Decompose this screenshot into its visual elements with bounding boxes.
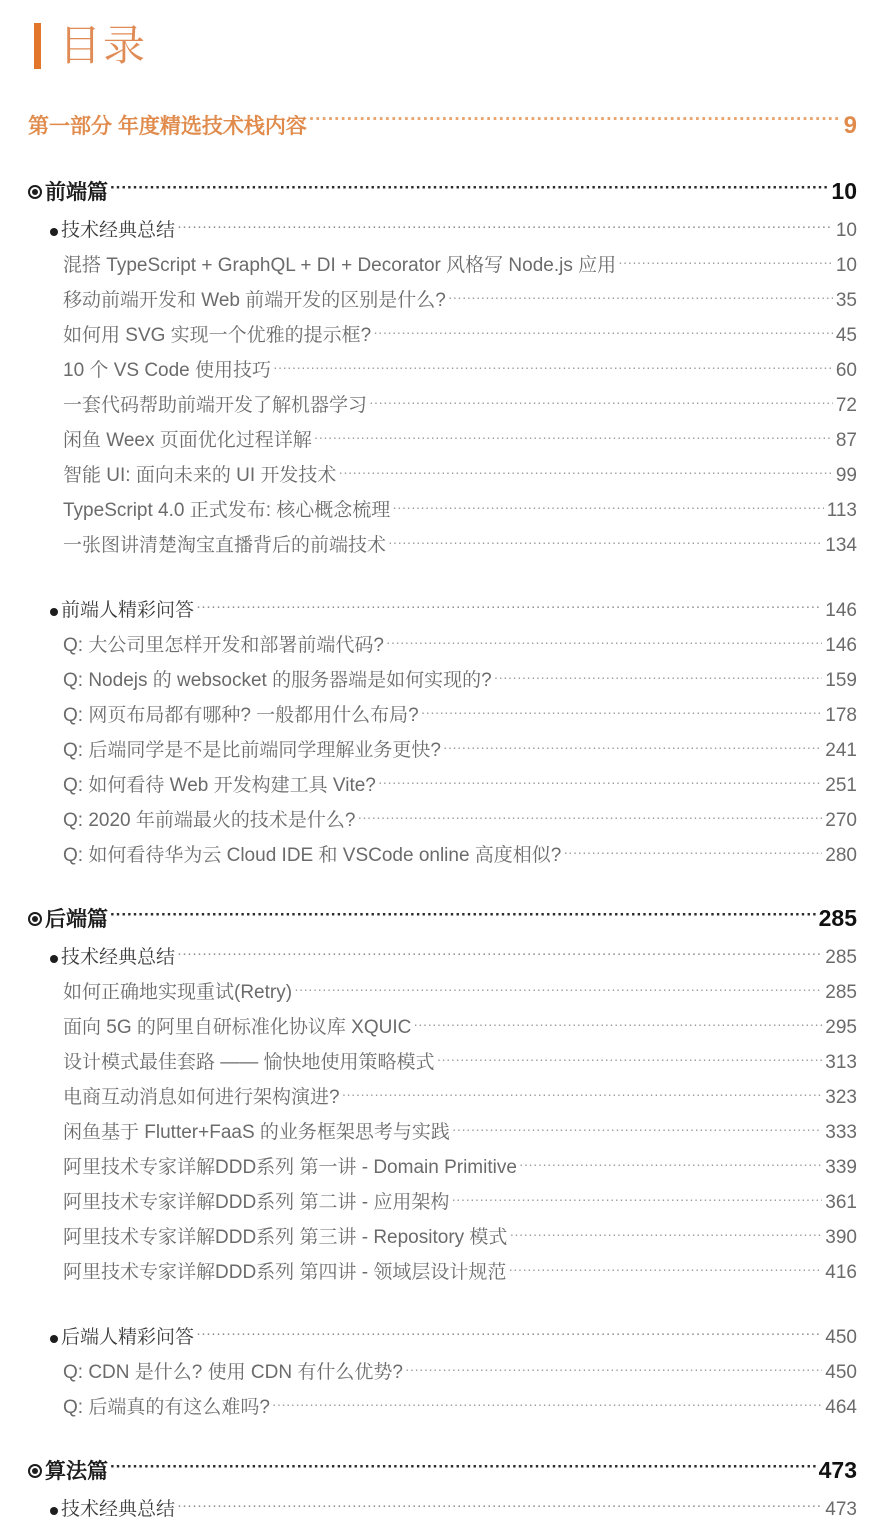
dot-bullet-icon xyxy=(50,955,58,963)
toc-entry-page: 333 xyxy=(825,1122,857,1143)
dot-leader xyxy=(509,1229,822,1243)
toc-entry-page: 280 xyxy=(825,845,857,866)
toc-entry-page: 270 xyxy=(825,810,857,831)
toc-entry-page: 416 xyxy=(825,1262,857,1283)
dot-leader xyxy=(421,707,823,721)
toc-entry[interactable] xyxy=(28,1187,857,1214)
toc-entry[interactable] xyxy=(28,320,857,347)
dot-leader xyxy=(272,1399,822,1413)
dot-leader xyxy=(451,1194,822,1208)
toc-entry-page: 251 xyxy=(825,775,857,796)
toc-section-algorithm[interactable] xyxy=(28,1455,857,1485)
toc-entry-page: 323 xyxy=(825,1087,857,1108)
toc-list xyxy=(0,110,879,1521)
toc-entry-title: 阿里技术专家详解DDD系列 第一讲 - Domain Primitive xyxy=(63,1157,517,1178)
toc-entry[interactable] xyxy=(28,530,857,557)
dot-leader xyxy=(110,909,816,926)
toc-entry-page: 159 xyxy=(825,670,857,691)
toc-entry-title: Q: CDN 是什么? 使用 CDN 有什么优势? xyxy=(63,1362,403,1383)
toc-entry-title: 闲鱼基于 Flutter+FaaS 的业务框架思考与实践 xyxy=(63,1122,450,1143)
toc-entry-title: Q: 大公司里怎样开发和部署前端代码? xyxy=(63,635,384,656)
toc-entry-page: 313 xyxy=(825,1052,857,1073)
dot-leader xyxy=(563,847,822,861)
toc-header xyxy=(0,0,879,69)
dot-bullet-icon xyxy=(50,1507,58,1515)
toc-group-backend-summary[interactable] xyxy=(28,942,857,969)
toc-entry[interactable] xyxy=(28,285,857,312)
toc-section-label: 算法篇 xyxy=(45,1460,108,1483)
dot-leader xyxy=(309,114,841,133)
toc-entry-title: 智能 UI: 面向未来的 UI 开发技术 xyxy=(63,465,337,486)
toc-entry-title: 一张图讲清楚淘宝直播背后的前端技术 xyxy=(63,535,387,556)
toc-entry[interactable] xyxy=(28,1357,857,1384)
toc-entry-title: 面向 5G 的阿里自研标准化协议库 XQUIC xyxy=(63,1017,412,1038)
toc-entry-title: 混搭 TypeScript + GraphQL + DI + Decorator 风格写 Node.js 应用 xyxy=(63,255,617,276)
toc-entry-page: 450 xyxy=(825,1362,857,1383)
toc-entry[interactable] xyxy=(28,460,857,487)
toc-entry-page: 87 xyxy=(835,430,857,451)
toc-entry-title: Q: 后端同学是不是比前端同学理解业务更快? xyxy=(63,740,441,761)
dot-leader xyxy=(294,984,822,998)
dot-leader xyxy=(177,221,833,236)
dot-leader xyxy=(314,432,833,446)
toc-section-backend[interactable] xyxy=(28,903,857,933)
toc-entry-page: 99 xyxy=(835,465,857,486)
toc-group-label: 技术经典总结 xyxy=(61,220,176,241)
toc-section-page: 10 xyxy=(831,178,857,204)
toc-entry[interactable] xyxy=(28,630,857,657)
toc-entry[interactable] xyxy=(28,840,857,867)
toc-group-page: 285 xyxy=(825,947,857,968)
toc-entry-title: Q: 网页布局都有哪种? 一般都用什么布局? xyxy=(63,705,419,726)
ring-bullet-icon xyxy=(28,185,42,199)
toc-entry[interactable] xyxy=(28,1082,857,1109)
toc-entry[interactable] xyxy=(28,665,857,692)
toc-group-label: 前端人精彩问答 xyxy=(61,600,195,621)
toc-entry-page: 241 xyxy=(825,740,857,761)
toc-group-page: 473 xyxy=(825,1499,857,1520)
toc-entry[interactable] xyxy=(28,805,857,832)
toc-entry[interactable] xyxy=(28,1152,857,1179)
toc-group-page: 146 xyxy=(825,600,857,621)
toc-entry-page: 146 xyxy=(825,635,857,656)
toc-entry-title: Q: 2020 年前端最火的技术是什么? xyxy=(63,810,356,831)
toc-entry-page: 390 xyxy=(825,1227,857,1248)
toc-group-frontend-summary[interactable] xyxy=(28,215,857,242)
ring-bullet-icon xyxy=(28,912,42,926)
dot-leader xyxy=(177,1500,822,1515)
toc-entry-page: 134 xyxy=(825,535,857,556)
dot-leader xyxy=(110,1461,816,1478)
toc-entry-page: 464 xyxy=(825,1397,857,1418)
toc-entry[interactable] xyxy=(28,1047,857,1074)
toc-entry-title: 电商互动消息如何进行架构演进? xyxy=(63,1087,340,1108)
toc-entry[interactable] xyxy=(28,425,857,452)
toc-entry-title: Q: 如何看待 Web 开发构建工具 Vite? xyxy=(63,775,376,796)
page-title: 目录 xyxy=(59,22,148,69)
toc-entry-title: 阿里技术专家详解DDD系列 第二讲 - 应用架构 xyxy=(63,1192,450,1213)
toc-entry-page: 295 xyxy=(825,1017,857,1038)
toc-entry-title: Q: Nodejs 的 websocket 的服务器端是如何实现的? xyxy=(63,670,492,691)
toc-group-label: 后端人精彩问答 xyxy=(61,1327,195,1348)
toc-entry-page: 35 xyxy=(835,290,857,311)
dot-leader xyxy=(177,948,822,963)
toc-part-label: 第一部分 年度精选技术栈内容 xyxy=(28,115,307,138)
dot-leader xyxy=(443,742,822,756)
toc-group-page: 10 xyxy=(835,220,857,241)
toc-entry[interactable] xyxy=(28,495,857,522)
dot-leader xyxy=(437,1054,823,1068)
toc-entry-page: 285 xyxy=(825,982,857,1003)
toc-group-label: 技术经典总结 xyxy=(61,947,176,968)
dot-leader xyxy=(448,292,833,306)
toc-section-label: 后端篇 xyxy=(45,908,108,931)
toc-entry[interactable] xyxy=(28,1117,857,1144)
dot-bullet-icon xyxy=(50,608,58,616)
toc-entry-title: Q: 后端真的有这么难吗? xyxy=(63,1397,270,1418)
dot-leader xyxy=(196,1328,822,1343)
dot-leader xyxy=(357,812,822,826)
toc-entry[interactable] xyxy=(28,1257,857,1284)
toc-entry-title: 闲鱼 Weex 页面优化过程详解 xyxy=(63,430,312,451)
dot-leader xyxy=(386,637,822,651)
toc-entry-title: Q: 如何看待华为云 Cloud IDE 和 VSCode online 高度相似? xyxy=(63,845,562,866)
title-accent-bar xyxy=(34,23,41,69)
dot-leader xyxy=(378,777,822,791)
dot-leader xyxy=(405,1364,822,1378)
toc-part-heading[interactable] xyxy=(28,110,857,140)
toc-entry-page: 361 xyxy=(825,1192,857,1213)
toc-section-page: 473 xyxy=(818,1457,857,1483)
toc-entry[interactable] xyxy=(28,735,857,762)
toc-part-page: 9 xyxy=(843,112,857,139)
toc-entry-title: 10 个 VS Code 使用技巧 xyxy=(63,360,272,381)
dot-leader xyxy=(338,467,832,481)
toc-entry-page: 45 xyxy=(835,325,857,346)
toc-section-label: 前端篇 xyxy=(45,181,108,204)
toc-entry-title: 一套代码帮助前端开发了解机器学习 xyxy=(63,395,368,416)
toc-entry[interactable] xyxy=(28,390,857,417)
toc-entry[interactable] xyxy=(28,1392,857,1419)
toc-section-frontend[interactable] xyxy=(28,176,857,206)
dot-leader xyxy=(519,1159,822,1173)
toc-entry[interactable] xyxy=(28,1222,857,1249)
dot-bullet-icon xyxy=(50,228,58,236)
dot-leader xyxy=(342,1089,823,1103)
toc-group-label: 技术经典总结 xyxy=(61,1499,176,1520)
dot-leader xyxy=(110,182,828,199)
dot-bullet-icon xyxy=(50,1335,58,1343)
ring-bullet-icon xyxy=(28,1464,42,1478)
dot-leader xyxy=(413,1019,822,1033)
toc-entry-page: 113 xyxy=(826,500,857,521)
dot-leader xyxy=(373,327,833,341)
dot-leader xyxy=(369,397,833,411)
dot-leader xyxy=(388,537,822,551)
toc-entry-page: 178 xyxy=(825,705,857,726)
toc-entry-page: 60 xyxy=(835,360,857,381)
toc-entry[interactable] xyxy=(28,770,857,797)
toc-entry[interactable] xyxy=(28,355,857,382)
dot-leader xyxy=(273,362,833,376)
toc-entry-title: 移动前端开发和 Web 前端开发的区别是什么? xyxy=(63,290,446,311)
toc-group-page: 450 xyxy=(825,1327,857,1348)
dot-leader xyxy=(196,601,822,616)
dot-leader xyxy=(452,1124,822,1138)
toc-entry-title: 如何正确地实现重试(Retry) xyxy=(63,982,293,1003)
toc-entry-title: TypeScript 4.0 正式发布: 核心概念梳理 xyxy=(63,500,391,521)
toc-group-backend-qa[interactable] xyxy=(28,1322,857,1349)
toc-entry-page: 339 xyxy=(825,1157,857,1178)
dot-leader xyxy=(508,1264,822,1278)
toc-group-frontend-qa[interactable] xyxy=(28,595,857,622)
toc-section-page: 285 xyxy=(818,905,857,931)
toc-entry[interactable] xyxy=(28,1012,857,1039)
toc-entry-title: 阿里技术专家详解DDD系列 第三讲 - Repository 模式 xyxy=(63,1227,508,1248)
dot-leader xyxy=(494,672,823,686)
toc-entry-title: 设计模式最佳套路 —— 愉快地使用策略模式 xyxy=(63,1052,435,1073)
toc-entry-page: 72 xyxy=(835,395,857,416)
toc-entry[interactable] xyxy=(28,700,857,727)
toc-group-algorithm-summary[interactable] xyxy=(28,1494,857,1521)
dot-leader xyxy=(618,257,833,271)
toc-entry-title: 如何用 SVG 实现一个优雅的提示框? xyxy=(63,325,372,346)
toc-entry[interactable] xyxy=(28,250,857,277)
toc-entry-title: 阿里技术专家详解DDD系列 第四讲 - 领域层设计规范 xyxy=(63,1262,507,1283)
toc-entry[interactable] xyxy=(28,977,857,1004)
toc-entry-page: 10 xyxy=(835,255,857,276)
dot-leader xyxy=(392,502,823,516)
